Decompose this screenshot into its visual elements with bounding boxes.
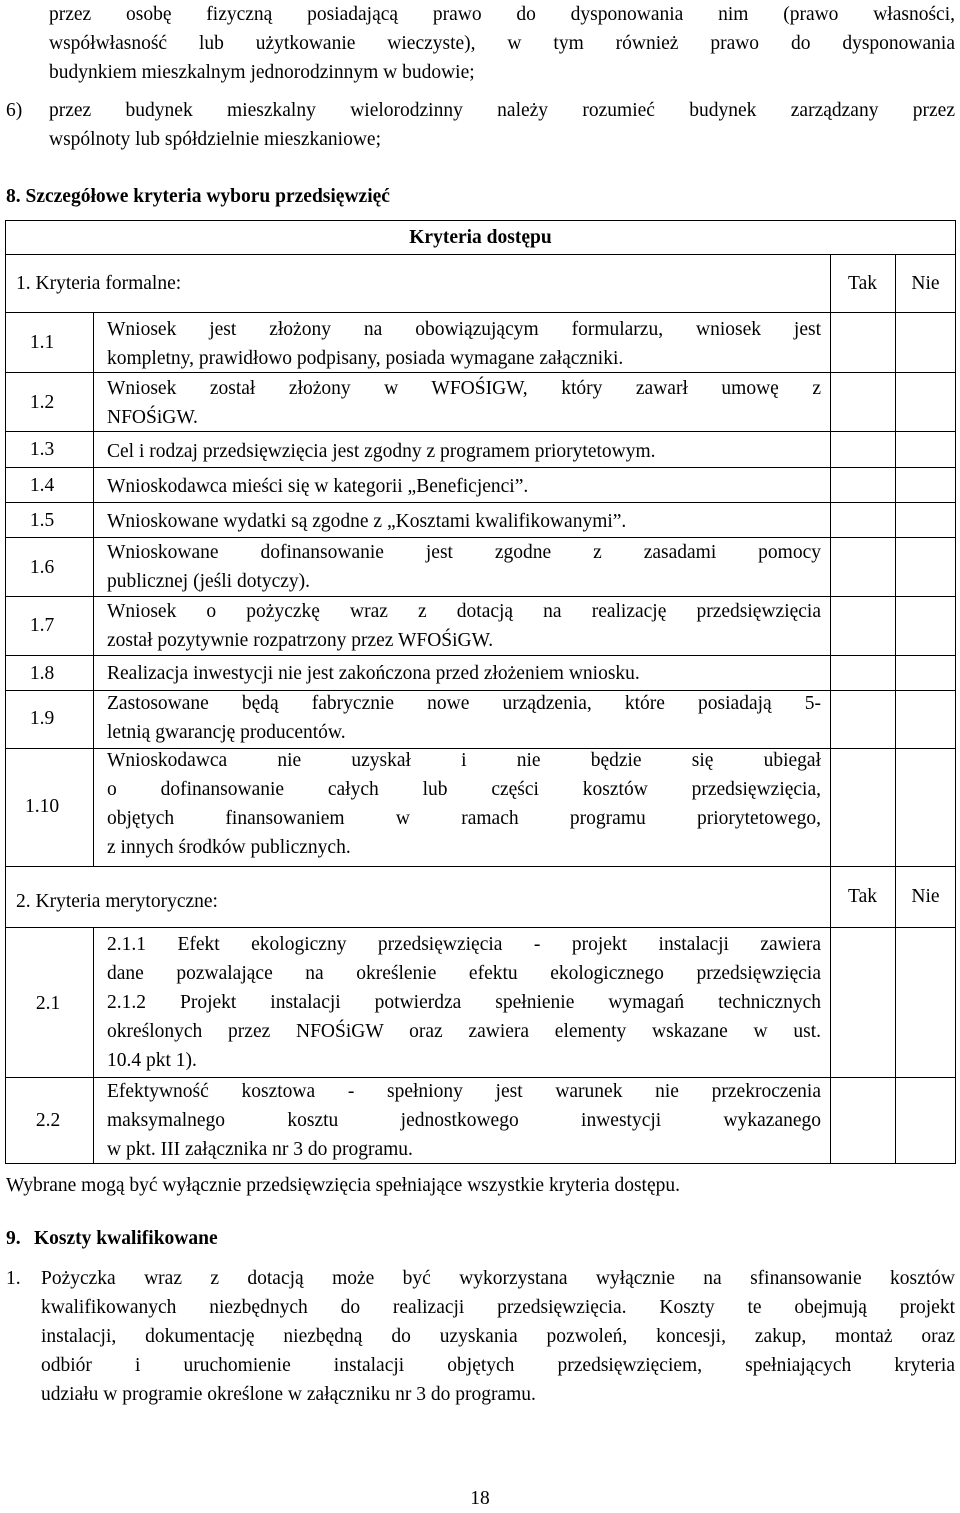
formal-col-nie: Nie <box>911 273 940 294</box>
section-9-number: 9. <box>6 1228 21 1249</box>
merit-criteria-heading: 2. Kryteria merytoryczne: <box>16 891 218 912</box>
table-rule <box>5 254 956 255</box>
row-text-line: Wnioskodawca nie uzyskał i nie będzie się ubiegał <box>107 750 821 771</box>
row-number: 1.7 <box>29 615 55 636</box>
section-9-item-1-line: instalacji, dokumentację niezbędną do uzyskania pozwoleń, koncesji, zakup, montaż oraz <box>41 1326 955 1347</box>
row-number: 1.9 <box>29 708 55 729</box>
row-text-line: Zastosowane będą fabrycznie nowe urządzenia, które posiadają 5- <box>107 693 821 714</box>
row-number: 1.4 <box>29 475 55 496</box>
table-rule <box>5 467 956 468</box>
criteria-footer-note: Wybrane mogą być wyłącznie przedsięwzięcia spełniające wszystkie kryteria dostępu. <box>6 1175 680 1196</box>
table-rule <box>5 866 956 867</box>
merit-col-nie: Nie <box>911 886 940 907</box>
table-rule <box>5 927 956 928</box>
section-9-item-1-line: udziału w programie określone w załączniku nr 3 do programu. <box>41 1384 536 1405</box>
intro-item-6-number: 6) <box>6 100 23 121</box>
row-text-line: Wniosek jest złożony na obowiązującym formularzu, wniosek jest <box>107 319 821 340</box>
row-text-line: Wnioskowane wydatki są zgodne z „Kosztami kwalifikowanymi”. <box>107 511 627 532</box>
row-number: 1.2 <box>29 392 55 413</box>
row-text-line: kompletny, prawidłowo podpisany, posiada wymagane załączniki. <box>107 348 624 369</box>
formal-col-tak: Tak <box>848 273 877 294</box>
row-text-line: Realizacja inwestycji nie jest zakończona przed złożeniem wniosku. <box>107 663 640 684</box>
row-text-line: 2.1.1 Efekt ekologiczny przedsięwzięcia - projekt instalacji zawiera <box>107 934 821 955</box>
table-rule <box>5 655 956 656</box>
section-8-heading: 8. Szczegółowe kryteria wyboru przedsięwzięć <box>6 186 390 207</box>
section-9-item-1-number: 1. <box>6 1268 21 1289</box>
page-number: 18 <box>470 1488 490 1509</box>
intro-item-6-line-2: wspólnoty lub spółdzielnie mieszkaniowe; <box>49 129 381 150</box>
table-rule <box>5 312 956 313</box>
row-text-line: Wniosek o pożyczkę wraz z dotacją na realizację przedsięwzięcia <box>107 601 821 622</box>
row-text-line: Efektywność kosztowa - spełniony jest warunek nie przekroczenia <box>107 1081 821 1102</box>
row-text-line: w pkt. III załącznika nr 3 do programu. <box>107 1139 413 1160</box>
table-rule <box>830 254 831 866</box>
formal-criteria-heading: 1. Kryteria formalne: <box>16 273 182 294</box>
row-text-line: z innych środków publicznych. <box>107 837 351 858</box>
table-rule <box>93 312 94 866</box>
row-text-line: maksymalnego kosztu jednostkowego inwestycji wykazanego <box>107 1110 821 1131</box>
section-9-item-1-line: Pożyczka wraz z dotacją może być wykorzystana wyłącznie na sfinansowanie kosztów <box>41 1268 955 1289</box>
row-text-line: objętych finansowaniem w ramach programu priorytetowego, <box>107 808 821 829</box>
row-text-line: letnią gwarancję producentów. <box>107 722 346 743</box>
table-title: Kryteria dostępu <box>409 227 552 248</box>
section-9-heading: Koszty kwalifikowane <box>34 1228 218 1249</box>
table-rule <box>895 254 896 866</box>
merit-col-tak: Tak <box>848 886 877 907</box>
row-text-line: o dofinansowanie całych lub części kosztów przedsięwzięcia, <box>107 779 821 800</box>
table-rule <box>93 927 94 1164</box>
table-rule <box>5 502 956 503</box>
row-number: 2.1 <box>35 993 61 1014</box>
row-text-line: został pozytywnie rozpatrzony przez WFOŚiGW. <box>107 630 494 651</box>
row-number: 1.3 <box>29 439 55 460</box>
row-text-line: 10.4 pkt 1). <box>107 1050 197 1071</box>
section-9-item-1-line: odbiór i uruchomienie instalacji objętych przedsięwzięciem, spełniających kryteria <box>41 1355 955 1376</box>
row-text-line: publicznej (jeśli dotyczy). <box>107 571 311 592</box>
row-number: 1.10 <box>24 796 60 817</box>
intro-line-1: przez osobę fizyczną posiadającą prawo do dysponowania nim (prawo własności, <box>49 4 955 25</box>
row-text-line: Wnioskodawca mieści się w kategorii „Beneficjenci”. <box>107 476 529 497</box>
intro-line-3: budynkiem mieszkalnym jednorodzinnym w budowie; <box>49 62 475 83</box>
row-number: 1.1 <box>29 332 55 353</box>
row-text-line: Wniosek został złożony w WFOŚIGW, który zawarł umowę z <box>107 378 821 399</box>
row-text-line: dane pozwalające na określenie efektu ekologicznego przedsięwzięcia <box>107 963 821 984</box>
row-number: 2.2 <box>35 1110 61 1131</box>
row-text-line: NFOŚiGW. <box>107 407 198 428</box>
row-number: 1.8 <box>29 663 55 684</box>
intro-line-2: współwłasność lub użytkowanie wieczyste), w tym również prawo do dysponowania <box>49 33 955 54</box>
section-9-item-1-line: kwalifikowanych niezbędnych do realizacji przedsięwzięcia. Koszty te obejmują projekt <box>41 1297 955 1318</box>
row-text-line: Cel i rodzaj przedsięwzięcia jest zgodny z programem priorytetowym. <box>107 441 656 462</box>
row-number: 1.6 <box>29 557 55 578</box>
row-text-line: określonych przez NFOŚiGW oraz zawiera elementy wskazane w ust. <box>107 1021 821 1042</box>
row-text-line: 2.1.2 Projekt instalacji potwierdza spełnienie wymagań technicznych <box>107 992 821 1013</box>
row-number: 1.5 <box>29 510 55 531</box>
intro-item-6-line-1: przez budynek mieszkalny wielorodzinny należy rozumieć budynek zarządzany przez <box>49 100 955 121</box>
row-text-line: Wnioskowane dofinansowanie jest zgodne z zasadami pomocy <box>107 542 821 563</box>
